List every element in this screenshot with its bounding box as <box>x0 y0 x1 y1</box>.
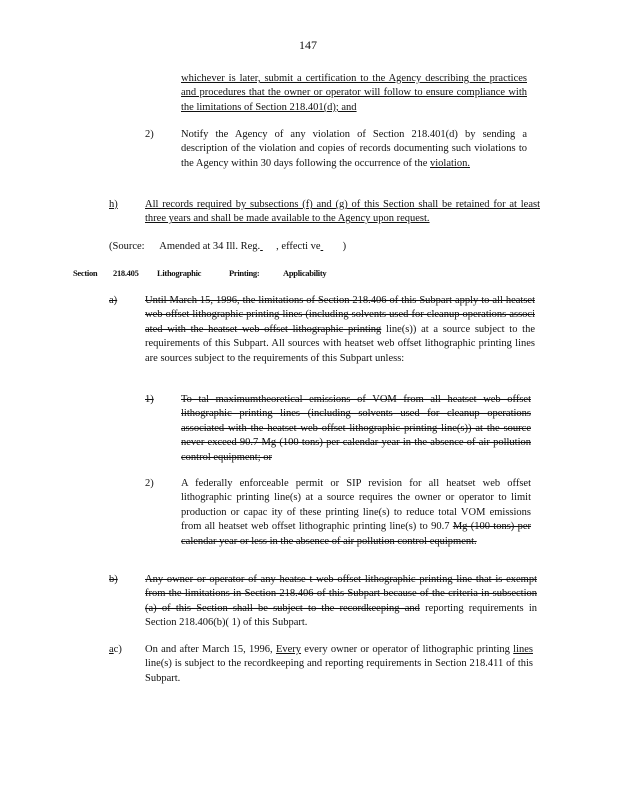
item-h-text: All records required by subsections (f) and (g) of this Section shall be retained for at least three years and shall be made available to the Agency upon request. <box>145 199 540 225</box>
item-ac-text-end: line(s) is subject to the recordkeeping and reporting requirements in Section 218.411 of this Subpart. <box>145 658 533 684</box>
sub-1-label: 1) <box>145 394 154 405</box>
continuation-paragraph <box>181 72 527 115</box>
section-number: 218.405 <box>113 268 139 278</box>
item-ac-underlined-1: Every <box>275 644 302 655</box>
item-ac-label <box>109 643 122 657</box>
item-2-paragraph <box>181 128 527 171</box>
item-ac-underlined-2: lines <box>513 644 533 655</box>
source-register-blank <box>260 240 276 254</box>
section-word: Section <box>73 268 98 278</box>
item-h-paragraph <box>145 198 540 227</box>
section-title-word-3: Applicability <box>283 268 327 278</box>
item-2-label: 2) <box>145 129 154 140</box>
item-ac-label-underlined: a <box>109 644 114 655</box>
source-suffix: ) <box>342 241 347 252</box>
page-number: 147 <box>299 38 317 52</box>
item-b-text: reporting requirements in Section 218.406(b)( 1) of this Subpart. <box>145 602 538 629</box>
sub-2-text: A federally enforceable permit or SIP revision for all heatset web offset lithographic printing line(s) at a source requires the owner or operator to limit production or capac ity of these printing line(s) to reduce total VOM emissions from all heatset web offset lithographic printing line(s) to 90.7 <box>181 478 531 533</box>
section-title-word-2: Printing: <box>229 268 260 278</box>
item-2-text: Notify the Agency of any violation of Section 218.401(d) by sending a description of the violation and copies of records documenting such violations to the Agency within 30 days following the occurrence of the <box>181 129 527 169</box>
item-ac-paragraph <box>145 643 533 686</box>
item-b-label: b) <box>109 574 118 585</box>
item-a-paragraph <box>145 294 535 366</box>
source-date-blank <box>321 240 343 254</box>
sub-2-paragraph <box>181 477 531 549</box>
item-b-struck-text: Any owner or operator of any heatse t web offset lithographic printing line that is exempt from the limitations in Section 218.406 of this Subpart because of the criteria in subsection (a) of this Section shall be subject to the recordkeeping and <box>145 574 537 614</box>
item-ac-text-start: On and after March 15, 1996, <box>145 644 273 655</box>
source-prefix: (Source: <box>109 241 145 252</box>
item-h-label: h) <box>109 199 118 210</box>
sub-1-paragraph <box>181 393 531 465</box>
source-amended: Amended at 34 Ill. Reg. <box>159 241 261 252</box>
continuation-text: whichever is later, submit a certification to the Agency describing the practices and procedures that the owner or operator will follow to ensure compliance with the limitations of Section 218.401(d); and <box>181 73 527 113</box>
section-title-word-1: Lithographic <box>157 268 202 278</box>
item-ac-label-rest: c) <box>113 644 122 655</box>
item-2-underlined-text: violation. <box>430 157 470 169</box>
sub-2-struck-text: Mg (100 tons) per calendar year or less in the absence of air pollution control equipment. <box>181 521 532 547</box>
source-note <box>109 240 409 254</box>
sub-2-label: 2) <box>145 478 154 489</box>
source-effective: , effecti ve <box>276 241 321 252</box>
sub-1-struck-text: To tal maximumtheoretical emissions of VOM from all heatset web offset lithographic printing lines (including solvents used for cleanup operations associated with the heatset web offset lithographic printing line(s)) at the source never exceed 90.7 Mg (100 tons) per calendar year in the absence of air pollution control equipment; or <box>181 394 531 463</box>
item-b-paragraph <box>145 573 537 631</box>
item-a-label: a) <box>109 295 118 306</box>
item-a-struck-text: Until March 15, 1996, the limitations of Section 218.406 of this Subpart apply to all heatset web offset lithographic printing lines (including solvents used for cleanup operations associ ated with the heatset web offset lithographic printing <box>145 295 535 335</box>
item-a-text: line(s)) at a source subject to the requirements of this Subpart. All sources with heatset web offset lithographic printing lines are sources subject to the requirements of this Subpart unless: <box>145 323 535 364</box>
item-ac-text-mid: every owner or operator of lithographic printing <box>304 644 510 655</box>
